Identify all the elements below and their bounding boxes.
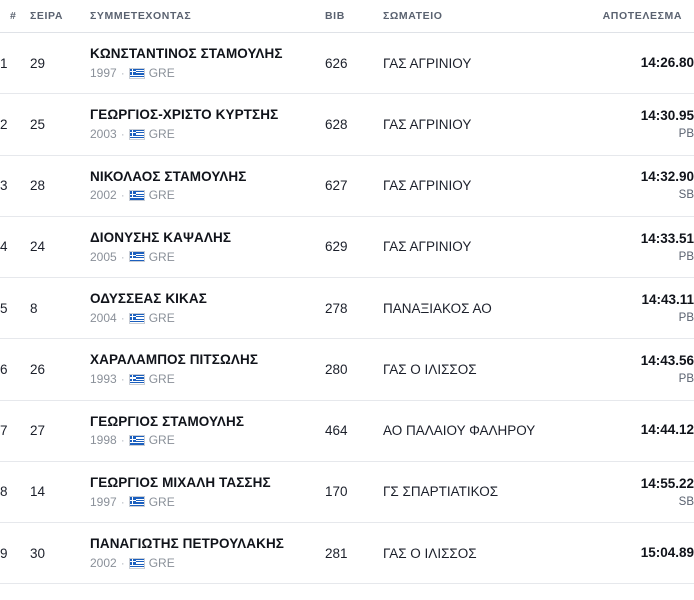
column-header-bib[interactable]: BIB bbox=[325, 0, 383, 33]
cell-order: 14 bbox=[30, 461, 90, 522]
result-badge: PB bbox=[678, 373, 694, 386]
participant-country: GRE bbox=[148, 494, 175, 509]
meta-separator: · bbox=[120, 249, 125, 264]
cell-result bbox=[598, 278, 694, 339]
cell-rank: 7 bbox=[0, 400, 30, 461]
cell-bib: 628 bbox=[325, 94, 383, 155]
participant-name: ΓΕΩΡΓΙΟΣ ΜΙΧΑΛΗ ΤΑΣΣΗΣ bbox=[90, 474, 271, 490]
participant-birth-year: 2002 bbox=[90, 556, 117, 570]
table-row[interactable] bbox=[0, 278, 694, 339]
meta-separator: · bbox=[120, 188, 125, 203]
table-body bbox=[0, 33, 694, 584]
cell-bib: 278 bbox=[325, 278, 383, 339]
participant-country: GRE bbox=[148, 372, 175, 387]
participant-birth-year: 1997 bbox=[90, 65, 117, 80]
table-header bbox=[0, 0, 694, 33]
cell-participant bbox=[90, 400, 325, 461]
participant-name: ΚΩΝΣΤΑΝΤΙΝΟΣ ΣΤΑΜΟΥΛΗΣ bbox=[90, 46, 283, 61]
cell-rank: 2 bbox=[0, 94, 30, 155]
participant-meta bbox=[90, 66, 325, 80]
cell-order: 29 bbox=[30, 33, 90, 94]
result-time: 14:43.56 bbox=[640, 353, 694, 369]
cell-club: ΠΑΝΑΞΙΑΚΟΣ ΑΟ bbox=[383, 278, 598, 339]
cell-club: ΓΑΣ Ο ΙΛΙΣΣΟΣ bbox=[383, 339, 598, 400]
participant-country: GRE bbox=[148, 433, 175, 448]
participant-country: GRE bbox=[148, 188, 175, 203]
cell-bib: 170 bbox=[325, 461, 383, 522]
result-time: 14:43.11 bbox=[641, 291, 694, 307]
participant-name: ΠΑΝΑΓΙΩΤΗΣ ΠΕΤΡΟΥΛΑΚΗΣ bbox=[90, 536, 284, 552]
participant-meta bbox=[90, 311, 325, 325]
cell-rank: 1 bbox=[0, 33, 30, 94]
cell-order: 24 bbox=[30, 216, 90, 277]
column-header-name[interactable]: ΣΥΜΜΕΤΕΧΟΝΤΑΣ bbox=[90, 0, 325, 33]
participant-name: ΓΕΩΡΓΙΟΣ ΣΤΑΜΟΥΛΗΣ bbox=[90, 413, 245, 429]
meta-separator: · bbox=[120, 65, 125, 80]
table-row[interactable] bbox=[0, 461, 694, 522]
cell-result bbox=[598, 216, 694, 277]
cell-rank: 3 bbox=[0, 155, 30, 216]
table-row[interactable] bbox=[0, 523, 694, 584]
cell-result bbox=[598, 94, 694, 155]
cell-order: 28 bbox=[30, 155, 90, 216]
greece-flag-icon bbox=[129, 435, 145, 446]
column-header-rank[interactable]: # bbox=[0, 0, 30, 33]
participant-meta bbox=[90, 250, 325, 264]
meta-separator: · bbox=[120, 494, 125, 509]
cell-result bbox=[598, 461, 694, 522]
participant-meta bbox=[90, 495, 325, 509]
cell-order: 26 bbox=[30, 339, 90, 400]
participant-birth-year: 2005 bbox=[90, 249, 117, 264]
meta-separator: · bbox=[120, 433, 125, 448]
result-time: 14:33.51 bbox=[640, 230, 694, 246]
cell-rank: 9 bbox=[0, 523, 30, 584]
participant-birth-year: 1993 bbox=[90, 372, 117, 387]
participant-birth-year: 2002 bbox=[90, 188, 117, 203]
cell-participant bbox=[90, 461, 325, 522]
participant-name: ΧΑΡΑΛΑΜΠΟΣ ΠΙΤΣΩΛΗΣ bbox=[90, 352, 259, 368]
table-header-row bbox=[0, 0, 694, 33]
result-badge: SB bbox=[678, 495, 694, 508]
cell-bib: 627 bbox=[325, 155, 383, 216]
cell-club: ΓΑΣ Ο ΙΛΙΣΣΟΣ bbox=[383, 523, 598, 584]
participant-name: ΝΙΚΟΛΑΟΣ ΣΤΑΜΟΥΛΗΣ bbox=[90, 168, 247, 184]
result-badge: SB bbox=[678, 189, 694, 202]
column-header-order[interactable]: ΣΕΙΡΑ bbox=[30, 0, 90, 33]
meta-separator: · bbox=[120, 127, 125, 142]
cell-result bbox=[598, 33, 694, 94]
cell-rank: 6 bbox=[0, 339, 30, 400]
result-time: 14:32.90 bbox=[640, 169, 694, 185]
cell-result bbox=[598, 523, 694, 584]
cell-club: ΓΑΣ ΑΓΡΙΝΙΟΥ bbox=[383, 155, 598, 216]
cell-order: 30 bbox=[30, 523, 90, 584]
cell-participant bbox=[90, 94, 325, 155]
result-badge: PB bbox=[678, 311, 694, 324]
cell-club: ΑΟ ΠΑΛΑΙΟΥ ΦΑΛΗΡΟΥ bbox=[383, 400, 598, 461]
cell-rank: 8 bbox=[0, 461, 30, 522]
cell-bib: 629 bbox=[325, 216, 383, 277]
cell-participant bbox=[90, 216, 325, 277]
column-header-club[interactable]: ΣΩΜΑΤΕΙΟ bbox=[383, 0, 598, 33]
participant-meta bbox=[90, 127, 325, 141]
greece-flag-icon bbox=[129, 190, 145, 201]
result-time: 14:26.80 bbox=[640, 54, 694, 70]
cell-order: 8 bbox=[30, 278, 90, 339]
cell-club: ΓΑΣ ΑΓΡΙΝΙΟΥ bbox=[383, 216, 598, 277]
participant-country: GRE bbox=[148, 556, 175, 570]
participant-country: GRE bbox=[148, 127, 175, 142]
table-row[interactable] bbox=[0, 155, 694, 216]
table-row[interactable] bbox=[0, 216, 694, 277]
greece-flag-icon bbox=[129, 313, 145, 324]
greece-flag-icon bbox=[129, 251, 145, 262]
participant-name: ΟΔΥΣΣΕΑΣ ΚΙΚΑΣ bbox=[90, 291, 207, 307]
participant-meta bbox=[90, 556, 325, 570]
cell-participant bbox=[90, 523, 325, 584]
result-time: 15:04.89 bbox=[640, 544, 694, 560]
participant-country: GRE bbox=[148, 249, 175, 264]
cell-bib: 281 bbox=[325, 523, 383, 584]
cell-order: 25 bbox=[30, 94, 90, 155]
greece-flag-icon bbox=[129, 129, 145, 140]
greece-flag-icon bbox=[129, 558, 145, 569]
participant-meta bbox=[90, 433, 325, 447]
table-row[interactable] bbox=[0, 339, 694, 400]
participant-name: ΔΙΟΝΥΣΗΣ ΚΑΨΑΛΗΣ bbox=[90, 229, 232, 245]
cell-participant bbox=[90, 155, 325, 216]
meta-separator: · bbox=[120, 310, 125, 325]
result-badge: PB bbox=[678, 250, 694, 263]
cell-bib: 464 bbox=[325, 400, 383, 461]
cell-result bbox=[598, 155, 694, 216]
participant-birth-year: 1998 bbox=[90, 433, 117, 448]
table-row[interactable] bbox=[0, 33, 694, 94]
participant-meta bbox=[90, 372, 325, 386]
cell-rank: 4 bbox=[0, 216, 30, 277]
cell-participant bbox=[90, 339, 325, 400]
cell-order: 27 bbox=[30, 400, 90, 461]
cell-bib: 626 bbox=[325, 33, 383, 94]
participant-birth-year: 1997 bbox=[90, 494, 117, 509]
participant-meta bbox=[90, 188, 325, 202]
cell-club: ΓΑΣ ΑΓΡΙΝΙΟΥ bbox=[383, 94, 598, 155]
cell-club: ΓΣ ΣΠΑΡΤΙΑΤΙΚΟΣ bbox=[383, 461, 598, 522]
cell-participant bbox=[90, 33, 325, 94]
participant-country: GRE bbox=[148, 310, 175, 325]
result-time: 14:44.12 bbox=[640, 422, 694, 438]
participant-country: GRE bbox=[148, 65, 175, 80]
greece-flag-icon bbox=[129, 374, 145, 385]
participant-name: ΓΕΩΡΓΙΟΣ-ΧΡΙΣΤΟ ΚΥΡΤΣΗΣ bbox=[90, 107, 279, 123]
cell-club: ΓΑΣ ΑΓΡΙΝΙΟΥ bbox=[383, 33, 598, 94]
table-row[interactable] bbox=[0, 400, 694, 461]
participant-birth-year: 2004 bbox=[90, 310, 117, 325]
column-header-result[interactable]: ΑΠΟΤΕΛΕΣΜΑ bbox=[598, 0, 694, 33]
result-time: 14:30.95 bbox=[640, 108, 694, 124]
cell-participant bbox=[90, 278, 325, 339]
result-time: 14:55.22 bbox=[640, 475, 694, 491]
table-row[interactable] bbox=[0, 94, 694, 155]
greece-flag-icon bbox=[129, 496, 145, 507]
result-badge: PB bbox=[678, 128, 694, 141]
cell-result bbox=[598, 339, 694, 400]
meta-separator: · bbox=[120, 372, 125, 387]
cell-rank: 5 bbox=[0, 278, 30, 339]
cell-bib: 280 bbox=[325, 339, 383, 400]
meta-separator: · bbox=[120, 556, 125, 570]
greece-flag-icon bbox=[129, 68, 145, 79]
cell-result bbox=[598, 400, 694, 461]
participant-birth-year: 2003 bbox=[90, 127, 117, 142]
